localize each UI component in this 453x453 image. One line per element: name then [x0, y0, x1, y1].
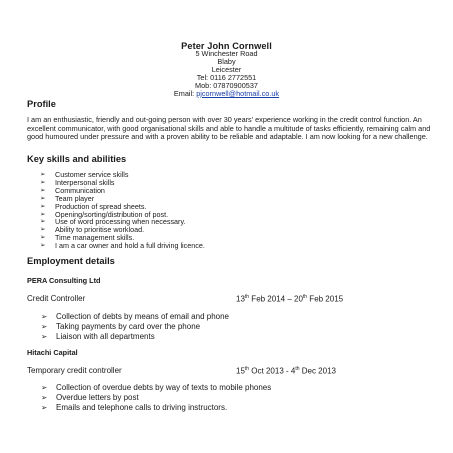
address-line-city: Leicester	[211, 65, 242, 74]
email-link[interactable]: pjcornwell@hotmail.co.uk	[196, 89, 280, 98]
date-end-rest: Dec 2013	[299, 366, 336, 376]
skills-heading: Key skills and abilities	[27, 154, 127, 164]
candidate-name: Peter John Cornwell	[181, 41, 272, 51]
email-label: Email:	[173, 89, 197, 98]
list-item: ➢ Ability to prioritise workload.	[40, 226, 205, 234]
list-item: ➢ Liaison with all departments	[41, 332, 229, 342]
job-role: Credit Controller	[27, 294, 86, 303]
profile-heading: Profile	[27, 99, 56, 109]
company-name: Hitachi Capital	[27, 348, 78, 357]
job-role: Temporary credit controller	[27, 366, 122, 375]
list-item: ➢ Interpersonal skills	[40, 179, 205, 187]
address-line-street: 5 Winchester Road	[195, 49, 258, 58]
list-item: ➢ Customer service skills	[40, 171, 205, 179]
date-start-suffix: th	[244, 366, 250, 372]
list-item: ➢ Communication	[40, 187, 205, 195]
skills-list	[40, 171, 205, 250]
job-dates	[236, 294, 343, 304]
list-item: ➢ Team player	[40, 195, 205, 203]
list-item: ➢ I am a car owner and hold a full driving licence.	[40, 242, 205, 250]
list-item: ➢ Time management skills.	[40, 234, 205, 242]
date-end-suffix: th	[302, 294, 308, 300]
address-line-town: Blaby	[217, 57, 236, 66]
date-range-middle: Oct 2013 - 4	[249, 366, 296, 376]
list-item: ➢ Use of word processing when necessary.	[40, 218, 205, 226]
date-end-rest: Feb 2015	[307, 294, 344, 304]
duties-list	[41, 383, 271, 414]
telephone: Tel: 0116 2772551	[196, 73, 257, 82]
list-item: ➢ Collection of debts by means of email and phone	[41, 312, 229, 322]
date-start-suffix: th	[244, 294, 250, 300]
date-range-middle: Feb 2014 – 20	[249, 294, 303, 304]
list-item: ➢ Taking payments by card over the phone	[41, 322, 229, 332]
list-item: ➢ Emails and telephone calls to driving instructors.	[41, 403, 271, 413]
duties-list	[41, 312, 229, 343]
list-item: ➢ Collection of overdue debts by way of texts to mobile phones	[41, 383, 271, 393]
job-dates	[236, 366, 336, 376]
mobile: Mob: 07870900537	[195, 81, 258, 90]
employment-heading: Employment details	[27, 256, 115, 266]
list-item: ➢ Overdue letters by post	[41, 393, 271, 403]
company-name: PERA Consulting Ltd	[27, 276, 101, 285]
email-line	[0, 90, 453, 99]
date-start-day: 13	[236, 294, 245, 304]
list-item: ➢ Opening/sorting/distribution of post.	[40, 211, 205, 219]
profile-text: I am an enthusiastic, friendly and out-going person with over 30 years' experience working in the credit control function. An excellent communicator, with good organisational skills and able to handle a multitude of tasks efficiently, remaining calm and good humoured under pressure and with a proven ability to be reliable and adaptable. I am now looking for a new challenge.	[27, 115, 431, 142]
list-item: ➢ Production of spread sheets.	[40, 203, 205, 211]
date-start-day: 15	[236, 366, 245, 376]
date-end-suffix: th	[295, 366, 300, 372]
